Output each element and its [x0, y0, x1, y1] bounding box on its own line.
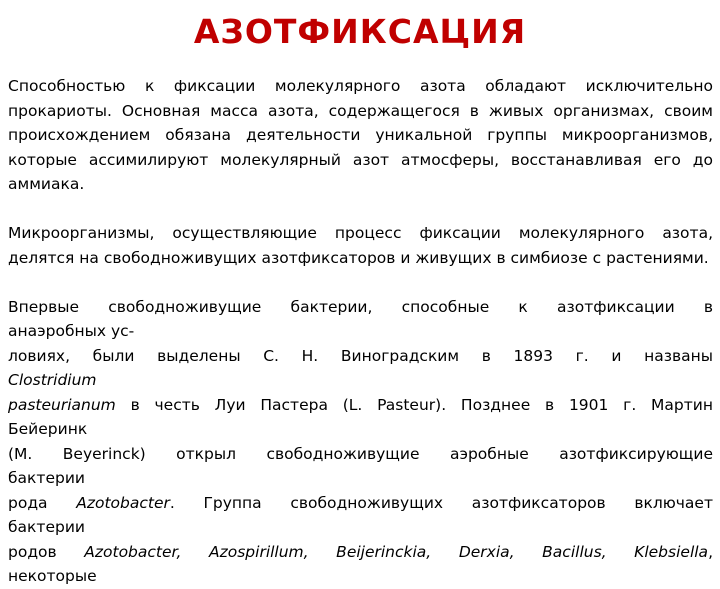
paragraph-spacer — [8, 197, 713, 222]
paragraph-prokaryotes: Способностью к фиксации молекулярного азота обладают исключительно прокариоты. Основная масса азота, содержащегося в живых организмах, своим происхождением обязана деятельности уникальной группы микроорганизмов, которые ассимилируют молекулярный азот атмосферы, восстанавливая его до аммиака. — [8, 77, 713, 193]
history-text: в честь Луи Пастера (L. Pasteur). Позднее в 1901 г. Мартин — [115, 395, 713, 414]
history-text: . Группа свободноживущих азотфиксаторов включает — [169, 493, 713, 512]
paragraph-groups: Микроорганизмы, осуществляющие процесс фиксации молекулярного азота, делятся на свободноживущих азотфиксаторов и живущих в симбиозе с растениями. — [8, 224, 713, 267]
slide-body — [8, 74, 713, 589]
slide-title: АЗОТФИКСАЦИЯ — [193, 12, 527, 51]
history-line — [8, 393, 713, 418]
history-line — [8, 540, 713, 565]
history-line: анаэробных ус- — [8, 322, 135, 340]
history-text: родов — [8, 542, 85, 561]
history-line — [8, 368, 713, 393]
paragraph-history — [8, 295, 713, 589]
history-line — [8, 491, 713, 516]
history-line: ловиях, были выделены С. Н. Виноградским в 1893 г. и названы — [8, 346, 713, 365]
history-line: бактерии — [8, 469, 85, 487]
species-name: pasteurianum — [8, 395, 116, 414]
genus-list: Azotobacter, Azospirillum, Beijerinckia, Derxia, Bacillus, Klebsiella — [84, 542, 709, 561]
history-text: рода — [8, 493, 77, 512]
genus-name: Azotobacter — [76, 493, 170, 512]
genus-name: Clostridium — [8, 371, 97, 389]
paragraph-spacer — [8, 270, 713, 295]
history-line: некоторые — [8, 567, 97, 585]
history-line: Впервые свободноживущие бактерии, способные к азотфиксации в — [8, 297, 713, 316]
history-line: (M. Beyerinck) открыл свободноживущие аэробные азотфиксирующие — [8, 444, 713, 463]
history-line: Бейеринк — [8, 420, 88, 438]
history-text: , — [708, 542, 713, 561]
history-line: бактерии — [8, 518, 85, 536]
